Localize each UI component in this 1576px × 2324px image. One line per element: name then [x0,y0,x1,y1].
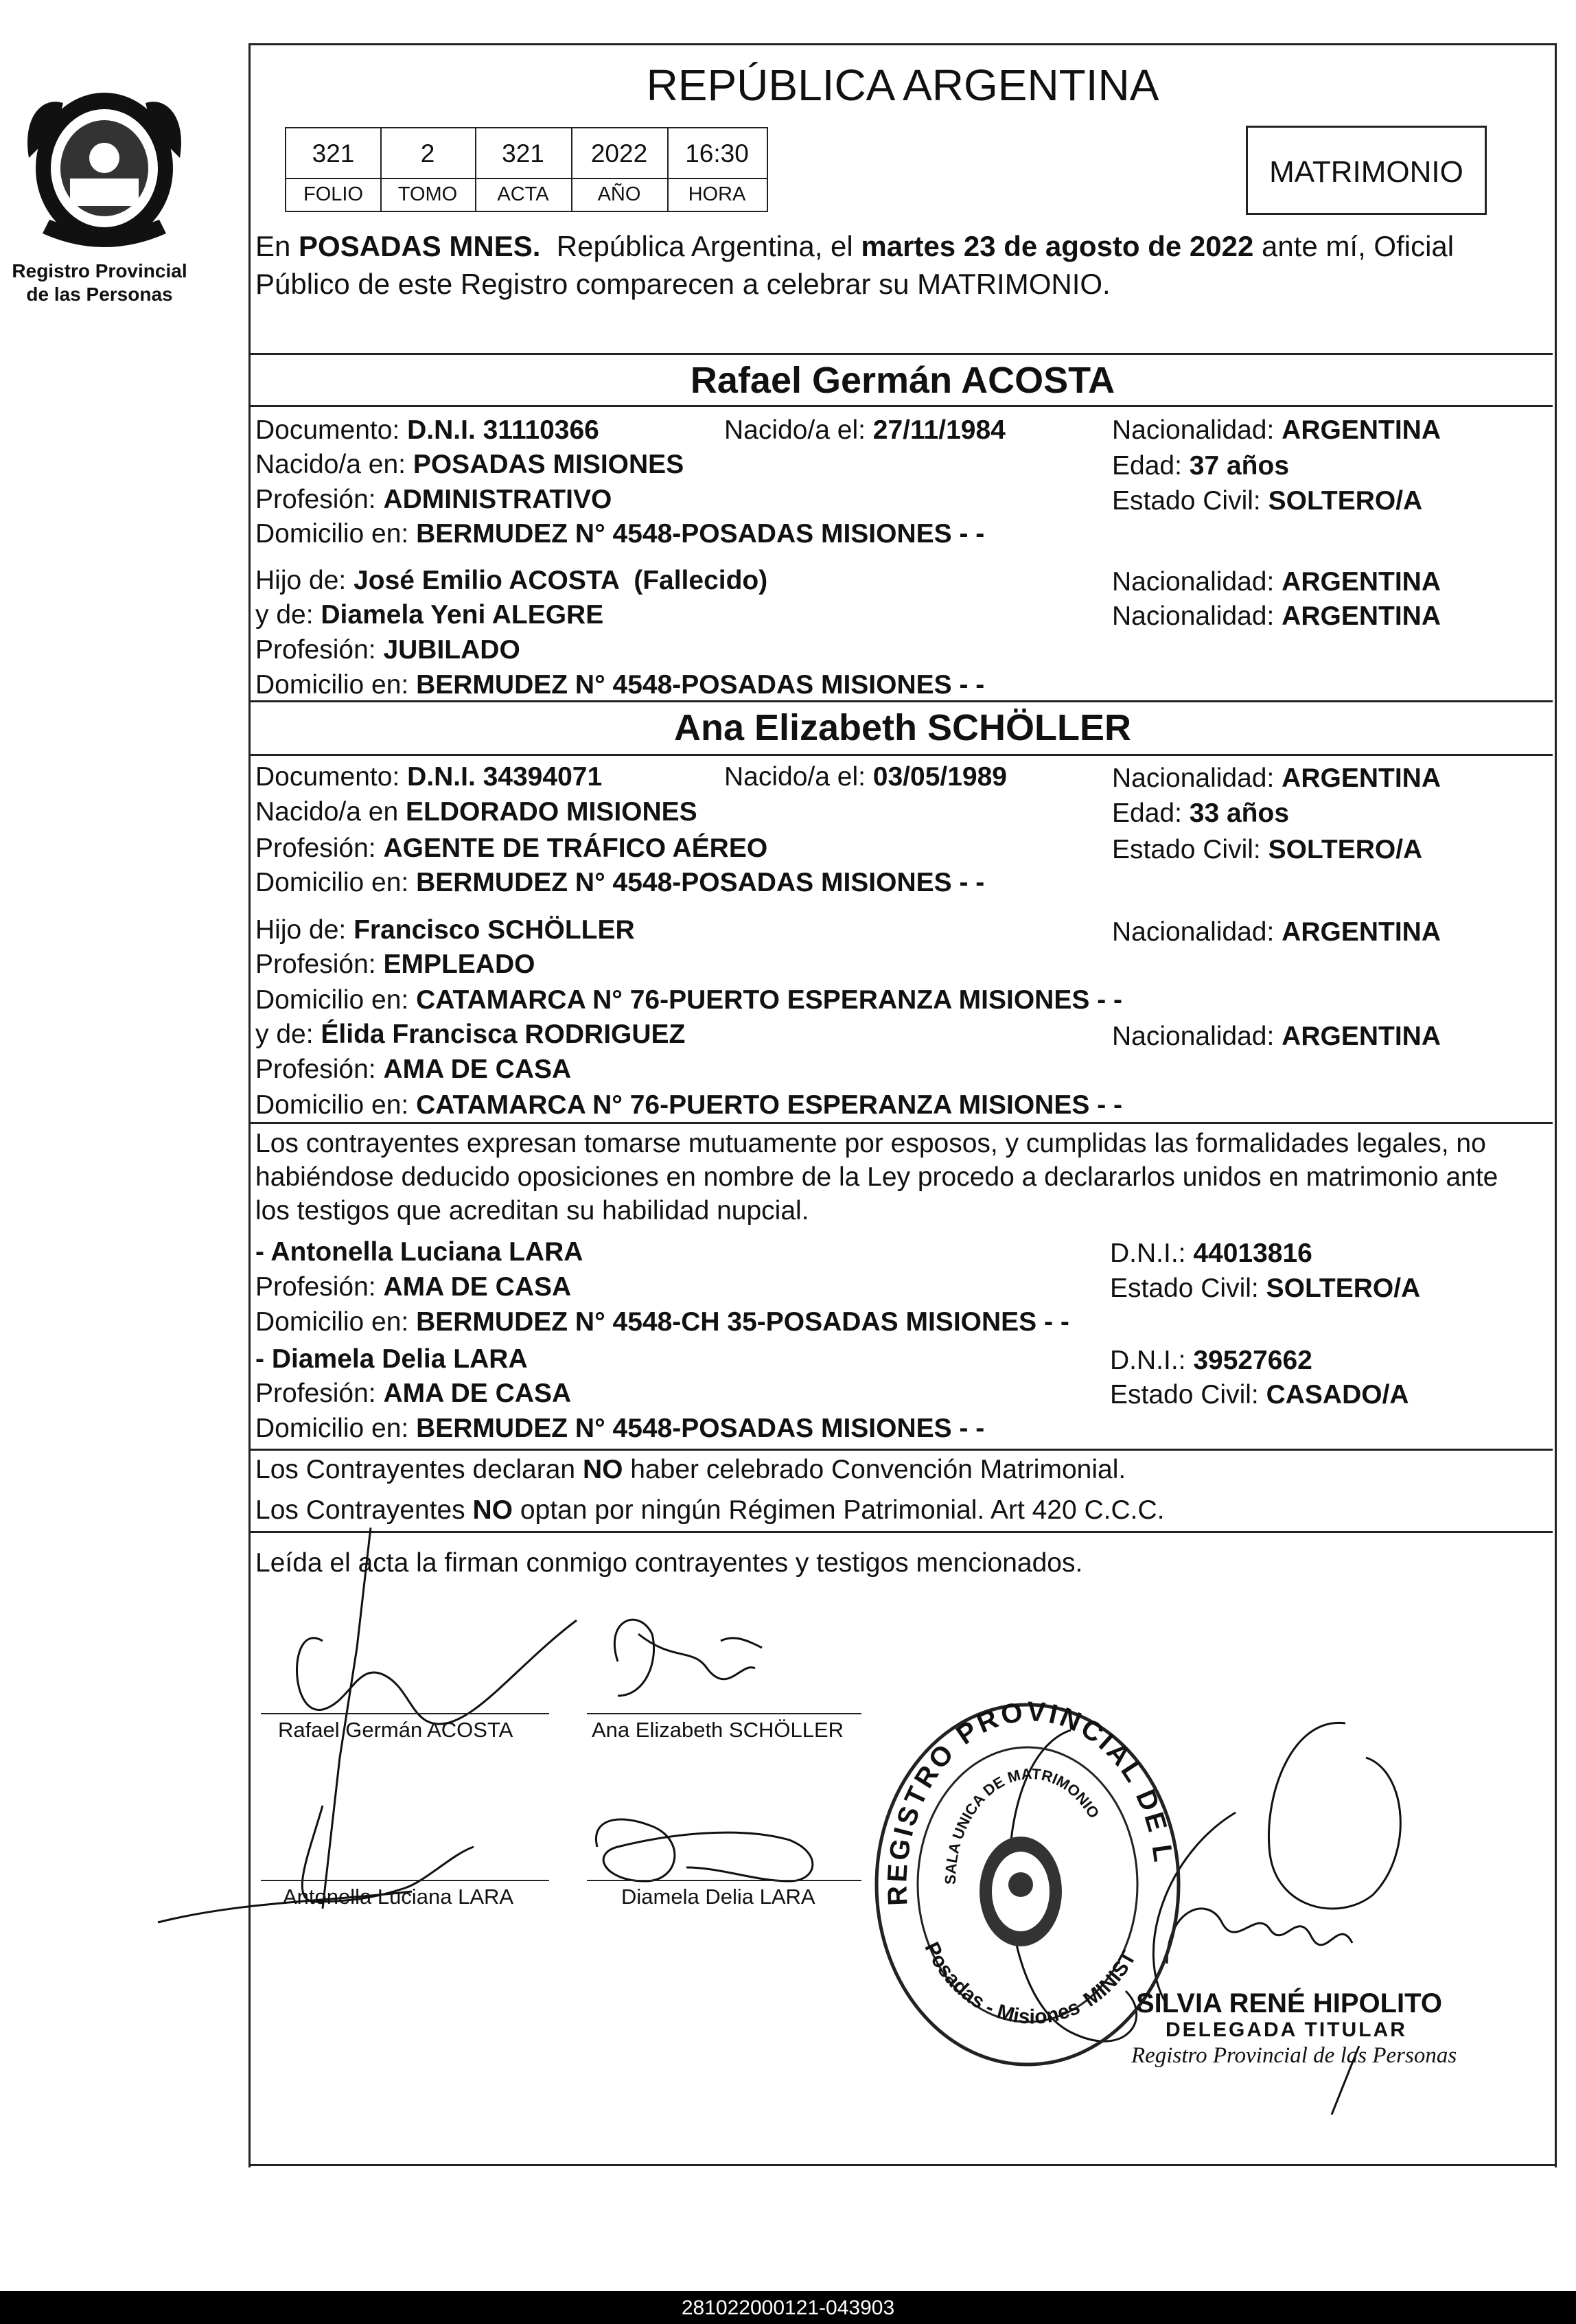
declaration-line1: Los contrayentes expresan tomarse mutuamente por esposos, y cumplidas las formalidades legales, no [255,1129,1486,1158]
official-name: SILVIA RENÉ HIPOLITO [1136,1988,1442,2018]
groom-document [255,417,599,444]
bride-birth-date-value: 03/05/1989 [872,762,1007,792]
groom-parents-address-value: BERMUDEZ N° 4548-POSADAS MISIONES - - [416,670,985,700]
groom-age [1112,452,1289,479]
acta-label: ACTA [497,183,549,205]
label: Profesión: [255,1055,384,1084]
groom-mother-nationality [1112,603,1441,630]
handwritten-signatures [0,1524,1576,2170]
label: D.N.I.: [1110,1346,1194,1375]
label: Estado Civil: [1112,835,1268,864]
groom-address-value: BERMUDEZ N° 4548-POSADAS MISIONES - - [416,519,985,549]
bride-father-address-value: CATAMARCA N° 76-PUERTO ESPERANZA MISIONES - - [416,985,1123,1015]
bride-father-nationality-value: ARGENTINA [1282,917,1441,947]
witness1-address-value: BERMUDEZ N° 4548-CH 35-POSADAS MISIONES - - [416,1307,1069,1337]
groom-parents-profession [255,636,520,663]
groom-father [255,567,767,594]
bride-civil-status [1112,836,1422,863]
witness2-profession-value: AMA DE CASA [383,1379,572,1408]
stamp-ministry: MINIST [1079,1947,1141,2012]
bride-father-profession-value: EMPLEADO [383,950,535,979]
divider [248,1449,1553,1451]
label: Hijo de: [255,915,354,945]
witness1-civil-status-value: SOLTERO/A [1266,1274,1421,1303]
bride-father-address [255,987,1122,1013]
bride-profession-value: AGENTE DE TRÁFICO AÉREO [383,833,768,863]
official-title: DELEGADA TITULAR [1166,2018,1407,2041]
tomo-value: 2 [420,139,435,168]
bride-document [255,763,602,790]
stamp-city: Posadas - Misiones [920,1938,1084,2029]
record-fields-table [285,127,768,212]
bride-civil-status-value: SOLTERO/A [1268,835,1423,864]
label: Domicilio en: [255,868,417,897]
label: Estado Civil: [1110,1274,1266,1303]
hora-value: 16:30 [685,139,749,168]
witness1-dni-value: 44013816 [1193,1239,1312,1268]
divider [248,700,1553,702]
witness2-civil-status-value: CASADO/A [1266,1380,1409,1410]
groom-nationality [1112,417,1441,444]
label: Domicilio en: [255,670,417,700]
bride-father-value: Francisco SCHÖLLER [354,915,635,945]
label: Documento: [255,762,408,792]
declaration-line2: habiéndose deducido oposiciones en nombre de la Ley procedo a declararlos unidos en matrimonio ante [255,1162,1498,1192]
registry-name-line2: de las Personas [26,283,173,305]
intro-mid: República Argentina, el [540,230,861,262]
label: Domicilio en: [255,519,417,549]
convention-line1 [255,1456,1126,1483]
label: Profesión: [255,1272,384,1302]
text: Los Contrayentes [255,1495,473,1525]
bride-nationality-value: ARGENTINA [1282,763,1441,793]
groom-father-nationality [1112,568,1441,595]
witness2-address [255,1415,984,1442]
label: Edad: [1112,798,1190,828]
bride-age-value: 33 años [1189,798,1290,828]
label: Domicilio en: [255,1307,417,1337]
bride-age [1112,800,1289,827]
intro-pre: En [255,230,299,262]
intro-date: martes 23 de agosto de 2022 [861,230,1254,262]
groom-dni: D.N.I. 31110366 [407,415,599,445]
label: Nacido/a en [255,797,406,827]
bride-mother-profession [255,1056,571,1083]
label: Estado Civil: [1110,1380,1266,1410]
intro-post: ante mí, Oficial [1253,230,1455,262]
divider [248,353,1553,355]
witness1-signature-line [261,1880,549,1881]
label: Documento: [255,415,408,445]
witness2-civil-status [1110,1381,1409,1408]
witness1-profession [255,1274,571,1300]
label: y de: [255,1020,321,1049]
label: Domicilio en: [255,1090,417,1120]
declaration-line3: los testigos que acreditan su habilidad nupcial. [255,1196,809,1226]
groom-nationality-value: ARGENTINA [1282,415,1441,445]
bride-dni: D.N.I. 34394071 [407,762,603,792]
country-title: REPÚBLICA ARGENTINA [646,60,1159,110]
bride-nationality [1112,765,1441,792]
witness2-name: - Diamela Delia LARA [255,1344,528,1374]
bride-signature-line [587,1713,861,1714]
label: Domicilio en: [255,1414,417,1443]
witness1-signature-caption: Antonella Luciana LARA [283,1885,514,1909]
hora-label: HORA [688,183,746,205]
regime-no: NO [472,1495,513,1525]
label: Profesión: [255,950,384,979]
label: Profesión: [255,635,384,665]
witness2-signature-caption: Diamela Delia LARA [621,1885,815,1909]
label: Estado Civil: [1112,486,1268,516]
bride-father [255,917,635,943]
label: Nacionalidad: [1112,1022,1282,1051]
groom-birthplace [255,451,684,478]
label: Edad: [1112,451,1190,481]
bride-mother-address-value: CATAMARCA N° 76-PUERTO ESPERANZA MISIONES - - [416,1090,1123,1120]
witness1-name: - Antonella Luciana LARA [255,1237,583,1267]
text: haber celebrado Convención Matrimonial. [623,1455,1126,1484]
witness2-profession [255,1380,571,1407]
record-type-box [1246,126,1487,215]
witness1-dni [1110,1240,1312,1267]
witness2-dni [1110,1347,1312,1374]
groom-mother-nationality-value: ARGENTINA [1282,601,1441,631]
stamp-ring-text: REGISTRO PROVINCIAL DE L [882,1699,1179,1907]
label: Profesión: [255,833,384,863]
witness2-signature-line [587,1880,861,1881]
registry-name-line1: Registro Provincial [12,260,187,281]
label: Nacionalidad: [1112,763,1282,793]
bride-name: Ana Elizabeth SCHÖLLER [673,707,1132,748]
bride-address-value: BERMUDEZ N° 4548-POSADAS MISIONES - - [416,868,985,897]
bride-mother-nationality-value: ARGENTINA [1282,1022,1441,1051]
bride-profession [255,835,767,862]
folio-value: 321 [312,139,355,168]
groom-profession [255,486,612,513]
convention-no: NO [582,1455,623,1484]
witness1-profession-value: AMA DE CASA [383,1272,572,1302]
convention-line2 [255,1497,1165,1523]
label: Domicilio en: [255,985,417,1015]
groom-name: Rafael Germán ACOSTA [690,360,1115,401]
groom-birth-date-value: 27/11/1984 [872,415,1006,445]
divider [248,754,1553,756]
divider [248,1122,1553,1124]
bride-birthplace [255,798,697,825]
intro-line2: Público de este Registro comparecen a celebrar su MATRIMONIO. [255,268,1111,300]
groom-signature-line [261,1713,549,1714]
bride-father-nationality [1112,919,1441,945]
closing-text: Leída el acta la firman conmigo contrayentes y testigos mencionados. [255,1548,1083,1578]
label: Nacionalidad: [1112,917,1282,947]
bride-mother-address [255,1092,1122,1118]
label: Profesión: [255,1379,384,1408]
acta-value: 321 [502,139,544,168]
ano-value: 2022 [590,139,648,168]
groom-profession-value: ADMINISTRATIVO [383,485,612,514]
bride-birth-date [724,763,1007,790]
bride-birthplace-value: ELDORADO MISIONES [405,797,697,827]
bride-mother-value: Élida Francisca RODRIGUEZ [321,1020,686,1049]
witness2-address-value: BERMUDEZ N° 4548-POSADAS MISIONES - - [416,1414,985,1443]
record-type: MATRIMONIO [1269,155,1463,189]
groom-father-nationality-value: ARGENTINA [1282,567,1441,597]
label: Nacionalidad: [1112,567,1282,597]
registry-name [0,260,199,306]
groom-birthplace-value: POSADAS MISIONES [413,450,684,479]
divider [248,405,1553,407]
bride-mother [255,1021,685,1048]
footer-bar [0,2291,1576,2324]
label: Nacido/a el: [724,762,873,792]
stamp-inner-text: SALA UNICA DE MATRIMONIO [941,1764,1103,1885]
witness1-civil-status [1110,1275,1420,1302]
groom-mother-value: Diamela Yeni ALEGRE [321,600,604,630]
intro-place: POSADAS MNES. [299,230,541,262]
groom-age-value: 37 años [1189,451,1290,481]
groom-parents-profession-value: JUBILADO [383,635,520,665]
label: Profesión: [255,485,384,514]
bride-mother-nationality [1112,1023,1441,1050]
folio-label: FOLIO [303,183,363,205]
bride-mother-profession-value: AMA DE CASA [383,1055,572,1084]
bride-signature-caption: Ana Elizabeth SCHÖLLER [592,1718,844,1742]
label: Nacido/a en: [255,450,413,479]
groom-civil-status-value: SOLTERO/A [1268,486,1423,516]
label: Nacido/a el: [724,415,873,445]
text: Los Contrayentes declaran [255,1455,583,1484]
groom-father-value: José Emilio ACOSTA (Fallecido) [354,566,768,595]
bride-address [255,869,984,896]
groom-parents-address [255,671,984,698]
witness1-address [255,1309,1069,1335]
document-code: 281022000121-043903 [681,2297,895,2319]
ano-label: AÑO [597,183,641,205]
official-office: Registro Provincial de las Personas [1131,2043,1457,2068]
label: D.N.I.: [1110,1239,1194,1268]
label: Hijo de: [255,566,354,595]
tomo-label: TOMO [397,183,458,205]
groom-address [255,520,984,547]
groom-birth-date [724,417,1006,444]
bride-father-profession [255,951,535,978]
text: optan por ningún Régimen Patrimonial. Art 420 C.C.C. [513,1495,1165,1525]
groom-civil-status [1112,487,1422,514]
label: Nacionalidad: [1112,415,1282,445]
groom-signature-caption: Rafael Germán ACOSTA [278,1718,513,1742]
groom-mother [255,601,603,628]
witness2-dni-value: 39527662 [1193,1346,1312,1375]
label: Nacionalidad: [1112,601,1282,631]
label: y de: [255,600,321,630]
intro-line1 [255,232,1454,261]
